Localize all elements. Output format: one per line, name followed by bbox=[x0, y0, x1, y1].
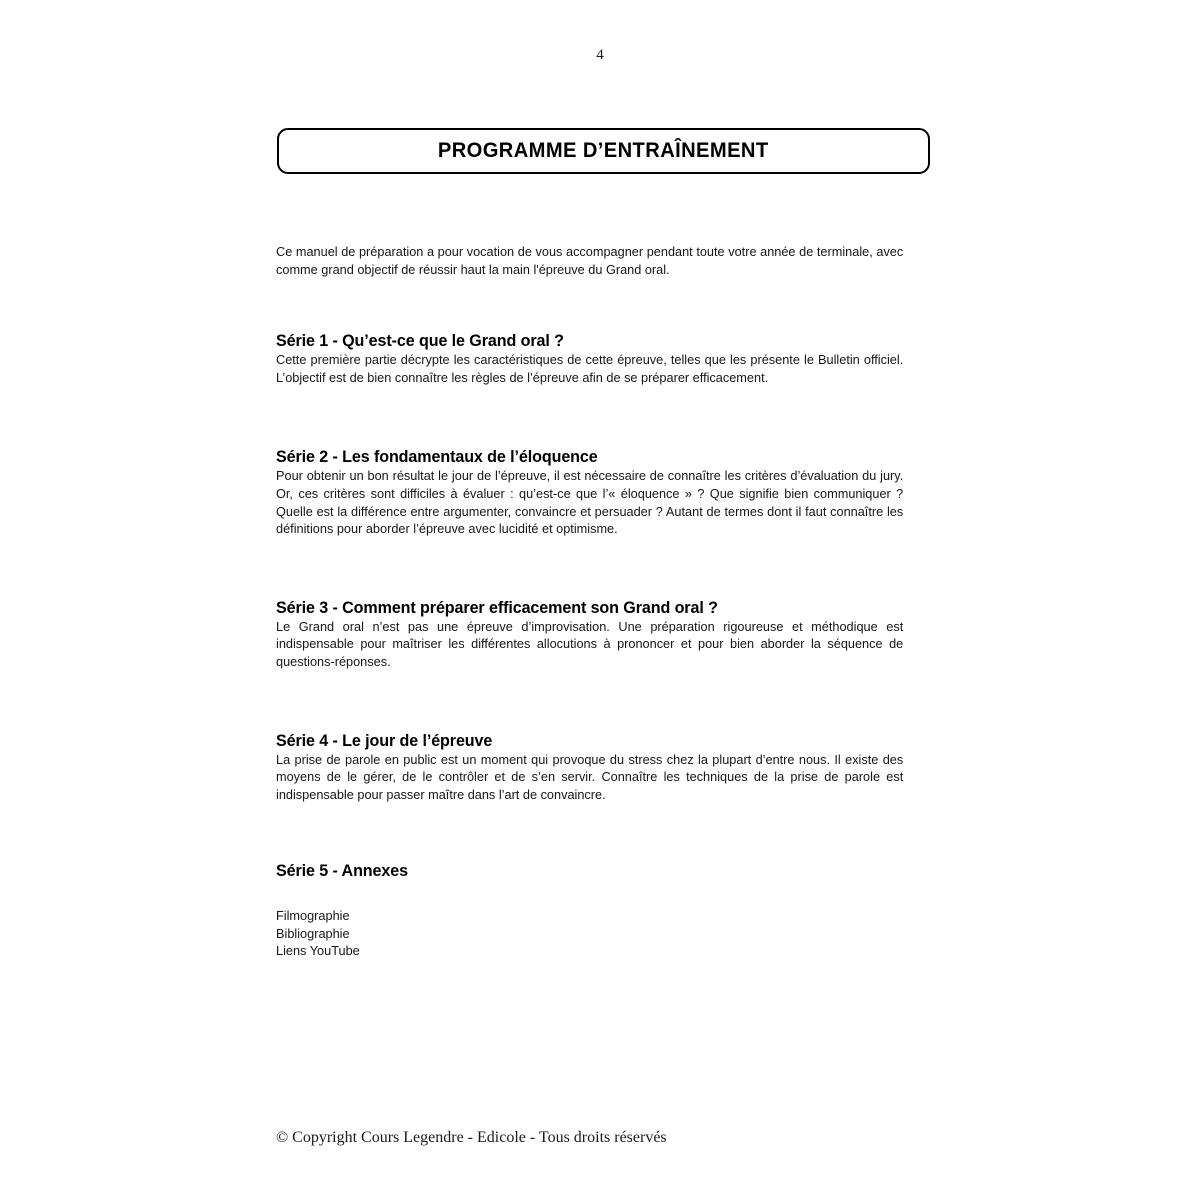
series-heading-5: Série 5 - Annexes bbox=[276, 861, 408, 881]
list-item: Liens YouTube bbox=[276, 943, 360, 959]
footer-copyright: © Copyright Cours Legendre - Edicole - Tous droits réservés bbox=[276, 1129, 667, 1146]
series-section-4 bbox=[276, 731, 926, 804]
intro-paragraph: Ce manuel de préparation a pour vocation de vous accompagner pendant toute votre année de terminale, avec comme grand objectif de réussir haut la main l'épreuve du Grand oral. bbox=[276, 244, 904, 277]
title-box bbox=[277, 128, 930, 174]
series-section-3 bbox=[276, 598, 926, 671]
series-heading-2: Série 2 - Les fondamentaux de l’éloquence bbox=[276, 447, 598, 467]
intro-section bbox=[276, 243, 926, 278]
annex-list bbox=[276, 907, 926, 959]
series-paragraph-3: Le Grand oral n’est pas une épreuve d’improvisation. Une préparation rigoureuse et méthodique est indispensable pour maîtriser les différentes allocutions à prononcer et pour bien aborder la séquence de questions-réponses. bbox=[276, 618, 904, 669]
page-number: 4 bbox=[596, 47, 604, 63]
page-title: PROGRAMME D’ENTRAÎNEMENT bbox=[438, 139, 769, 162]
document-body bbox=[276, 243, 926, 960]
series-heading-1: Série 1 - Qu’est-ce que le Grand oral ? bbox=[276, 331, 564, 351]
series-paragraph-4: La prise de parole en public est un moment qui provoque du stress chez la plupart d’entre nous. Il existe des moyens de le gérer, de le contrôler et de s’en servir. Connaître les techniques de la prise de parole est indispensable pour passer maître dans l’art de convaincre. bbox=[276, 751, 904, 802]
list-item: Bibliographie bbox=[276, 925, 350, 941]
list-item: Filmographie bbox=[276, 908, 350, 924]
series-section-1 bbox=[276, 331, 926, 386]
series-section-5 bbox=[276, 861, 926, 959]
series-paragraph-1: Cette première partie décrypte les caractéristiques de cette épreuve, telles que les présente le Bulletin officiel. L’objectif est de bien connaître les règles de l’épreuve afin de se préparer efficacement. bbox=[276, 352, 904, 385]
series-heading-3: Série 3 - Comment préparer efficacement son Grand oral ? bbox=[276, 597, 718, 617]
series-section-2 bbox=[276, 447, 926, 537]
series-paragraph-2: Pour obtenir un bon résultat le jour de l’épreuve, il est nécessaire de connaître les critères d’évaluation du jury. Or, ces critères sont difficiles à évaluer : qu’est-ce que l’« éloquence » ? Que signifie bien communiquer ? Quelle est la différence entre argumenter, convaincre et persuader ? Autant de termes dont il faut connaître les définitions pour aborder l’épreuve avec lucidité et optimisme. bbox=[276, 468, 904, 537]
series-heading-4: Série 4 - Le jour de l’épreuve bbox=[276, 730, 493, 750]
